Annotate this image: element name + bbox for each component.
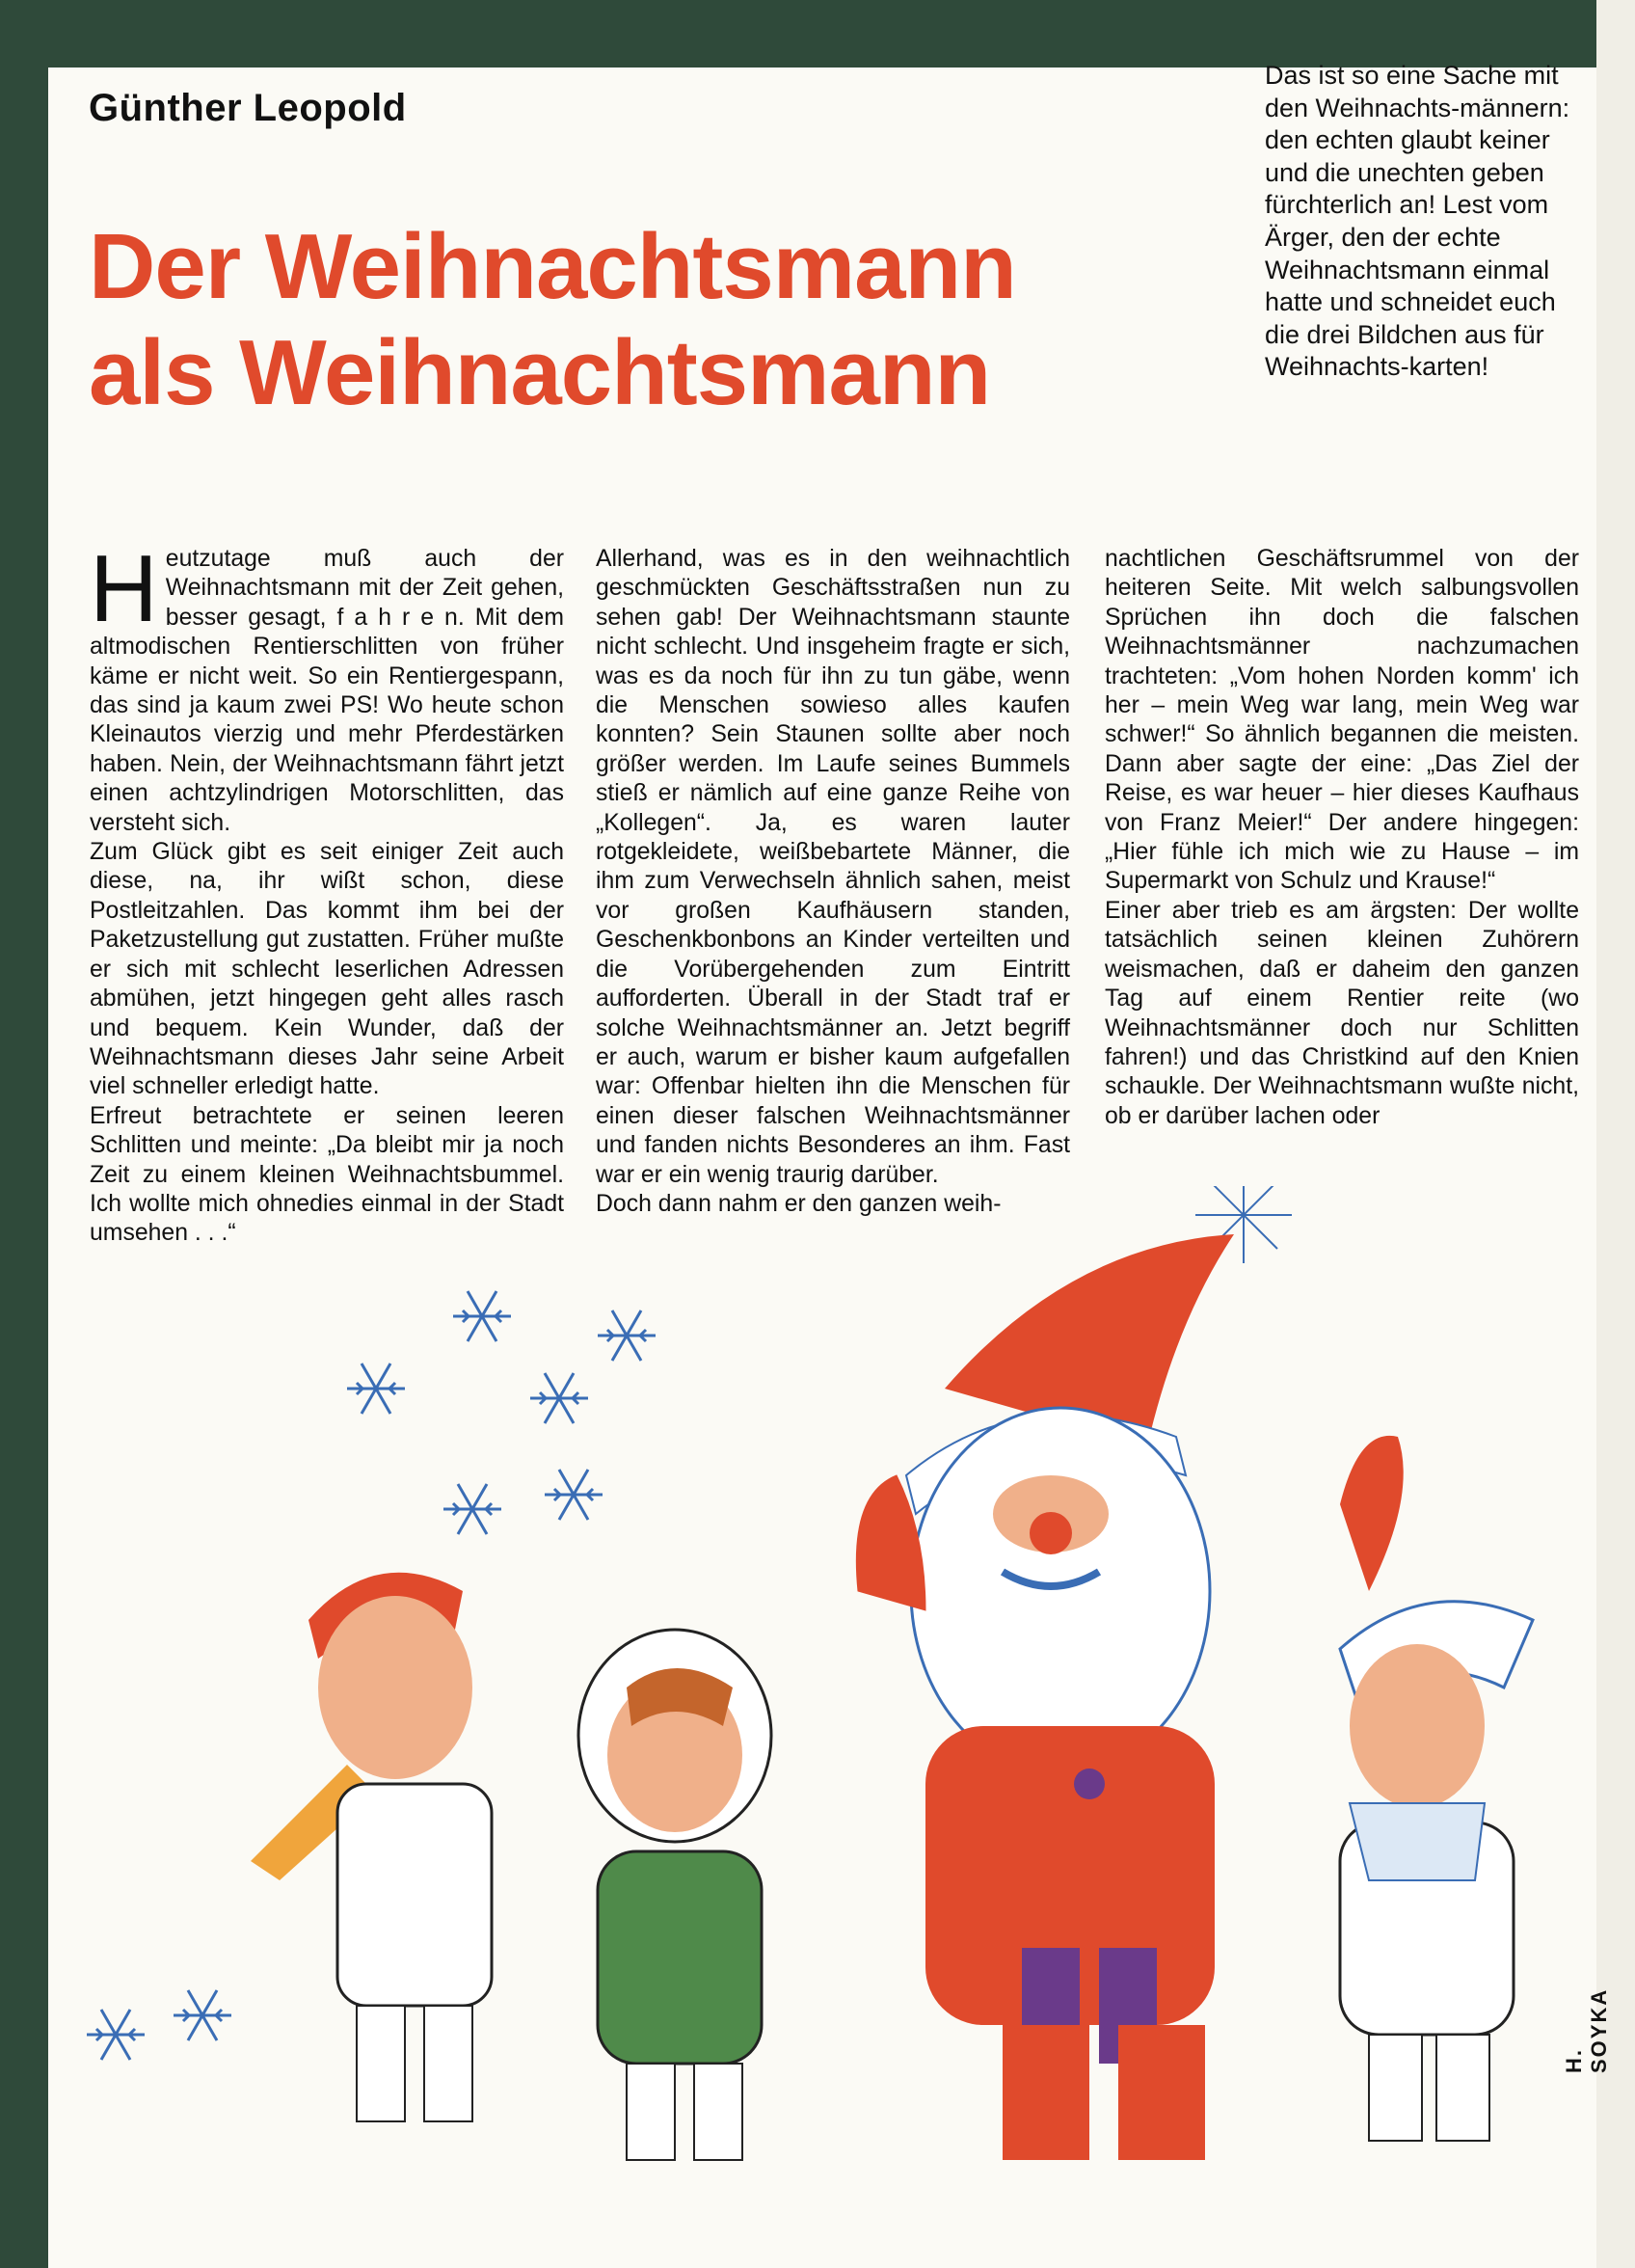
- snowflake-icon: [530, 1373, 588, 1423]
- article-title: [89, 214, 1197, 426]
- paragraph: nachtlichen Geschäftsrummel von der heiteren Seite. Mit welch salbungsvollen Sprüchen ihn doch die falschen Weihnachtsmänner nachzumachen trachteten: „Vom hohen Norden komm' ich her – mein Weg war lang, mein Weg war schwer!“ So ähnlich begannen die meisten. Dann aber sagte der eine: „Das Ziel der Reise, es war heuer – hier dieses Kaufhaus von Franz Meier!“ Der andere hingegen: „Hier fühle ich mich wie zu Hause – im Supermarkt von Schulz und Krause!“: [1105, 546, 1579, 895]
- title-line-1: Der Weihnachtsmann: [89, 215, 1016, 318]
- drop-cap: H: [90, 535, 158, 641]
- child-green-coat: [578, 1630, 771, 2160]
- paragraph: Allerhand, was es in den weihnachtlich geschmückten Geschäftsstraßen nun zu sehen gab! Der Weihnachtsmann staunte nicht schlecht. Und insgeheim fragte er sich, was es da noch für ihn zu tun gäbe, wenn die Menschen sowieso alles kaufen konnten? Sein Staunen sollte aber noch größer werden. Im Laufe seines Bummels stieß er nämlich auf eine ganze Reihe von „Kollegen“. Ja, es waren lauter rotgekleidete, weißbebartete Männer, die ihm zum Verwechseln ähnlich sahen, meist vor großen Kaufhäusern standen, Geschenkbonbons an Kinder verteilten und die Vorübergehenden zum Eintritt aufforderten. Überall in der Stadt traf er solche Weihnachtsmänner an. Jetzt begriff er auch, warum er bisher kaum aufgefallen war: Offenbar hielten ihn die Menschen für einen dieser falschen Weihnachtsmänner und fanden nichts Besonderes an ihm. Fast war er ein wenig traurig darüber.: [596, 546, 1070, 1188]
- snowflake-icon: [453, 1291, 511, 1341]
- snowflake-icon: [545, 1470, 603, 1520]
- paragraph: Erfreut betrachtete er seinen leeren Schlitten und meinte: „Da bleibt mir ja noch Zeit zu einem kleinen Weihnachtsbummel. Ich wollte mich ohnedies einmal in der Stadt umsehen . . .“: [90, 1102, 564, 1247]
- text-column-1: [90, 535, 564, 1249]
- page-edge: [1596, 0, 1635, 2268]
- snowflake-icon: [174, 1990, 231, 2040]
- intro-text: Das ist so eine Sache mit den Weihnachts-männern: den echten glaubt keiner und die unechten geben fürchterlich an! Lest vom Ärger, den der echte Weihnachtsmann einmal hatte und schneidet euch die drei Bildchen aus für Weihnachts-karten!: [1265, 61, 1570, 382]
- artist-signature: H. SOYKA: [1562, 1987, 1611, 2073]
- title-line-2: als Weihnachtsmann: [89, 321, 991, 424]
- paragraph: Einer aber trieb es am ärgsten: Der wollte tatsächlich seinen kleinen Zuhörern weismachen, daß er daheim den ganzen Tag auf einem Rentier reite (wo Weihnachtsmänner doch nur Schlitten fahren!) und das Christkind auf den Knien schaukle. Der Weihnachtsmann wußte nicht, ob er darüber lachen oder: [1105, 897, 1579, 1129]
- snowflake-icon: [443, 1484, 501, 1534]
- snowflake-icon: [598, 1310, 656, 1361]
- child-striped-hat: [251, 1573, 492, 2121]
- child-blowing: [1340, 1602, 1533, 2141]
- paragraph: Doch dann nahm er den ganzen weih-: [596, 1190, 1002, 1217]
- paragraph-text: eutzutage muß auch der Weihnachtsmann mit der Zeit gehen, besser gesagt, f a h r e n. Mit dem altmodischen Rentierschlitten von früher käme er nicht weit. So ein Rentiergespann, das sind ja kaum zwei PS! Wo heute schon Kleinautos vierzig und mehr Pferdestärken haben. Nein, der Weihnachtsmann fährt jetzt einen achtzylindrigen Motorschlitten, das versteht sich.: [90, 546, 564, 836]
- text-column-3: [1105, 545, 1579, 1131]
- text-column-2: [596, 545, 1070, 1219]
- author-name: Günther Leopold: [89, 87, 407, 129]
- santa-and-children-illustration: [58, 1186, 1581, 2208]
- paragraph: [90, 535, 564, 838]
- snowflake-icon: [347, 1364, 405, 1414]
- santa-figure: [856, 1234, 1403, 2160]
- snowflake-icon: [87, 2010, 145, 2060]
- paragraph: Zum Glück gibt es seit einiger Zeit auch diese, na, ihr wißt schon, diese Postleitzahlen. Das kommt ihm bei der Paketzustellung gut zustatten. Früher mußte er sich mit schlecht leserlichen Adressen abmühen, jetzt hingegen geht alles rasch und bequem. Kein Wunder, daß der Weihnachtsmann dieses Jahr seine Arbeit viel schneller erledigt hatte.: [90, 839, 564, 1100]
